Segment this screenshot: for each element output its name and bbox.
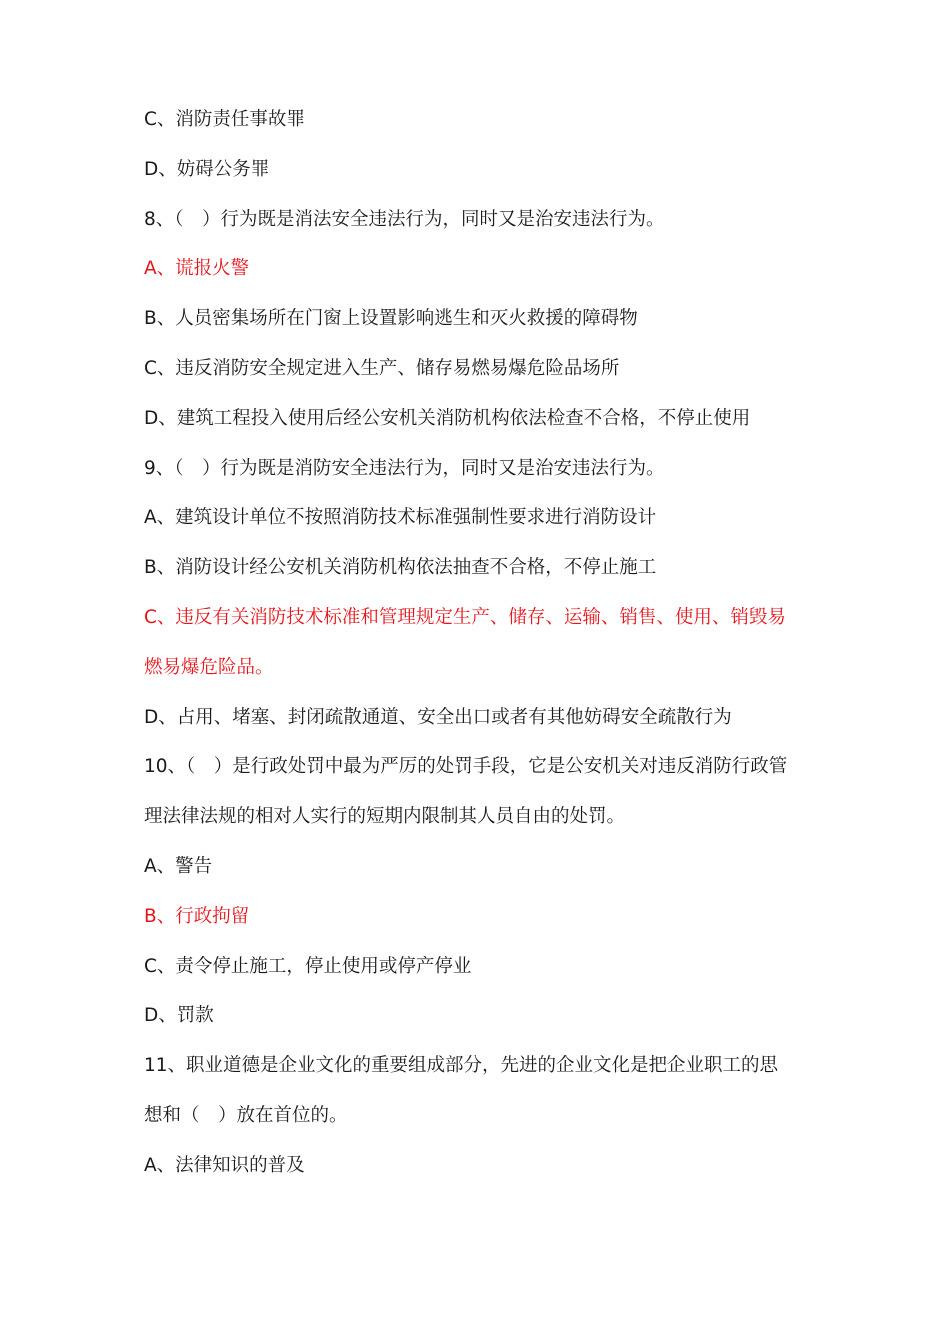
text-line: A、建筑设计单位不按照消防技术标准强制性要求进行消防设计 bbox=[144, 507, 657, 529]
text-line: A、警告 bbox=[144, 855, 213, 877]
text-line: D、占用、堵塞、封闭疏散通道、安全出口或者有其他妨碍安全疏散行为 bbox=[144, 706, 732, 728]
question-line: 9、（ ）行为既是消防安全违法行为，同时又是治安违法行为。 bbox=[144, 457, 665, 479]
question-line: 8、（ ）行为既是消法安全违法行为，同时又是治安违法行为。 bbox=[144, 208, 665, 230]
text-line: D、罚款 bbox=[144, 1005, 214, 1027]
text-line: C、违反消防安全规定进入生产、储存易燃易爆危险品场所 bbox=[144, 357, 620, 379]
text-line: B、人员密集场所在门窗上设置影响逃生和灭火救援的障碍物 bbox=[144, 308, 638, 330]
text-line: B、消防设计经公安机关消防机构依法抽查不合格，不停止施工 bbox=[144, 557, 657, 579]
text-line: C、消防责任事故罪 bbox=[144, 109, 305, 130]
text-line: D、建筑工程投入使用后经公安机关消防机构依法检查不合格，不停止使用 bbox=[144, 407, 751, 429]
question-line: 10、（ ）是行政处罚中最为严厉的处罚手段，它是公安机关对违反消防行政管 bbox=[144, 756, 788, 778]
question-line: 想和（ ）放在首位的。 bbox=[144, 1104, 348, 1126]
question-line: 11、职业道德是企业文化的重要组成部分，先进的企业文化是把企业职工的思 bbox=[144, 1055, 779, 1077]
answer-line: A、谎报火警 bbox=[144, 258, 250, 280]
question-line: 理法律法规的相对人实行的短期内限制其人员自由的处罚。 bbox=[144, 806, 626, 828]
answer-line: 燃易爆危险品。 bbox=[144, 656, 274, 678]
document-body bbox=[144, 95, 824, 1191]
answer-line: B、行政拘留 bbox=[144, 905, 250, 927]
text-line: D、妨碍公务罪 bbox=[144, 158, 270, 180]
text-line: A、法律知识的普及 bbox=[144, 1154, 305, 1176]
answer-line: C、违反有关消防技术标准和管理规定生产、储存、运输、销售、使用、销毁易 bbox=[144, 606, 786, 628]
text-line: C、责令停止施工，停止使用或停产停业 bbox=[144, 955, 472, 977]
